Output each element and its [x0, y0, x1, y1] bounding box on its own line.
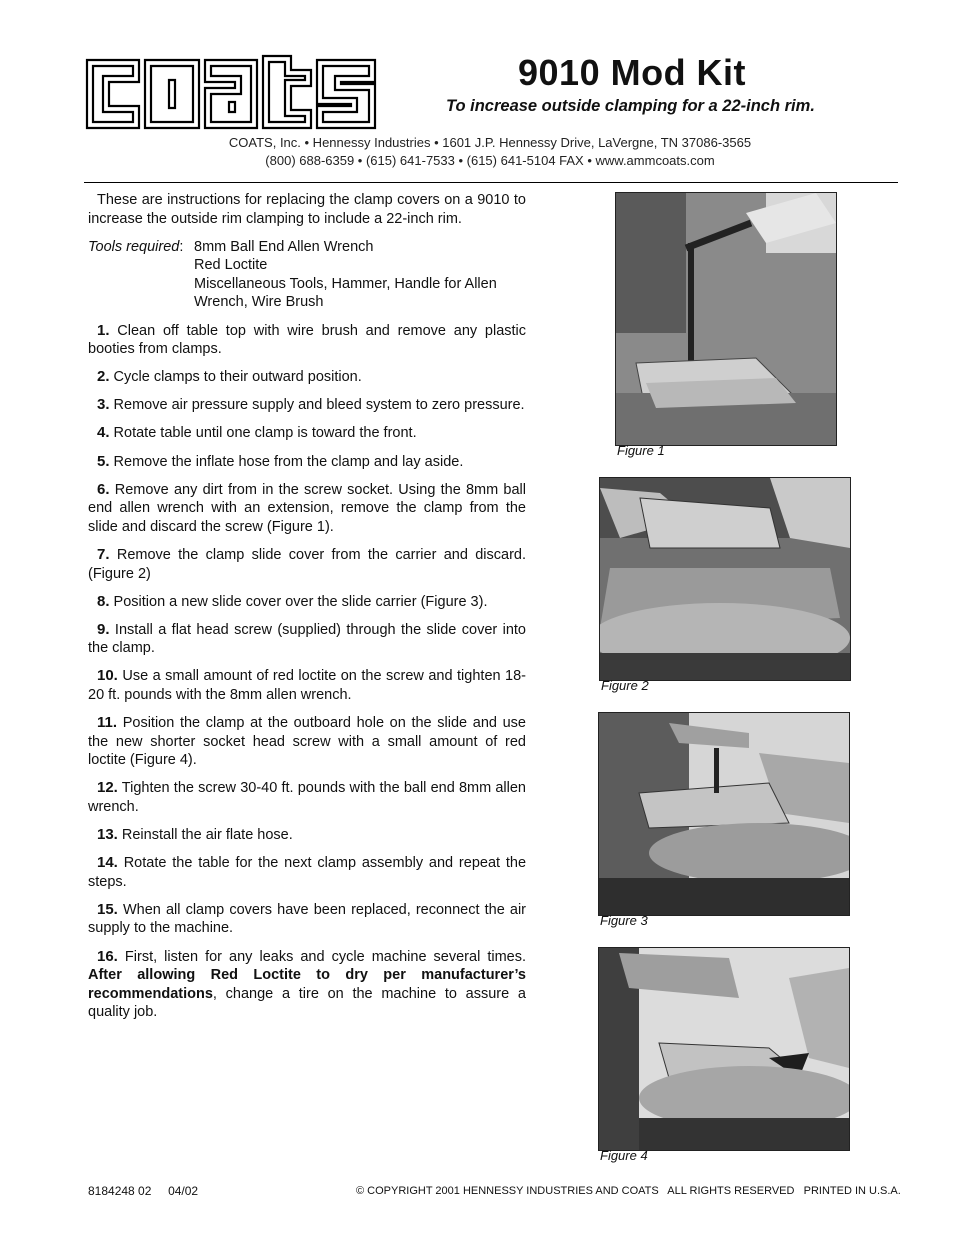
step-7: 7. Remove the clamp slide cover from the carrier and discard. (Figure 2)	[88, 545, 527, 582]
figure-1-photo	[615, 192, 837, 446]
tool-item: 8mm Ball End Allen Wrench	[194, 238, 374, 255]
figure-4-photo	[598, 947, 850, 1151]
figure-4-caption: Figure 4	[600, 1148, 648, 1163]
step-13: 13. Reinstall the air flate hose.	[97, 826, 293, 844]
step-4: 4. Rotate table until one clamp is toward the front.	[97, 424, 417, 442]
document-subtitle: To increase outside clamping for a 22-inch rim.	[446, 97, 815, 115]
tools-list	[194, 238, 526, 312]
step-1: 1. Clean off table top with wire brush and remove any plastic booties from clamps.	[88, 321, 527, 358]
step-11: 11. Position the clamp at the outboard hole on the slide and use the new shorter socket head screw with a small amount of red loctite (Figure 4).	[88, 714, 526, 769]
step-15: 15. When all clamp covers have been replaced, reconnect the air supply to the machine.	[88, 900, 526, 937]
step-9: 9. Install a flat head screw (supplied) through the slide cover into the clamp.	[88, 620, 526, 657]
step-14: 14. Rotate the table for the next clamp assembly and repeat the steps.	[88, 854, 527, 890]
coats-logo	[84, 54, 380, 130]
step-2: 2. Cycle clamps to their outward position.	[97, 368, 362, 386]
instructions-column	[88, 191, 526, 1031]
figure-3-caption: Figure 3	[600, 913, 648, 928]
tools-required	[88, 238, 526, 312]
step-6: 6. Remove any dirt from in the screw socket. Using the 8mm ball end allen wrench with an extension, remove the clamp from the slide and discard the screw (Figure 1).	[88, 480, 527, 535]
company-address: COATS, Inc. • Hennessy Industries • 1601 J.P. Hennessy Drive, LaVergne, TN 37086-3565	[228, 135, 752, 150]
document-title: 9010 Mod Kit	[518, 52, 747, 93]
company-contact: (800) 688-6359 • (615) 641-7533 • (615) 641-5104 FAX • www.ammcoats.com	[265, 153, 715, 168]
figure-2-caption: Figure 2	[601, 678, 649, 693]
step-3: 3. Remove air pressure supply and bleed system to zero pressure.	[97, 396, 525, 414]
tool-item: Miscellaneous Tools, Hammer, Handle for Allen Wrench, Wire Brush	[194, 275, 497, 311]
part-number: 8184248 02 04/02	[88, 1184, 199, 1198]
tool-item: Red Loctite	[194, 257, 268, 274]
figure-2-photo	[599, 477, 851, 681]
step-10: 10. Use a small amount of red loctite on the screw and tighten 18-20 ft. pounds with the 8mm allen wrench.	[88, 667, 527, 703]
figure-1-caption: Figure 1	[617, 443, 665, 458]
step-8: 8. Position a new slide cover over the slide carrier (Figure 3).	[97, 592, 488, 610]
copyright-notice: © COPYRIGHT 2001 HENNESSY INDUSTRIES AND COATS ALL RIGHTS RESERVED PRINTED IN U.S.A.	[356, 1185, 901, 1197]
step-16: 16. First, listen for any leaks and cycle machine several times. After allowing Red Loctite to dry per manufacturer’s recommendations, change a tire on the machine to assure a quality job.	[88, 947, 527, 1021]
figure-3-photo	[598, 712, 850, 916]
tools-label: Tools required:	[88, 238, 184, 255]
step-12: 12. Tighten the screw 30-40 ft. pounds with the ball end 8mm allen wrench.	[88, 779, 526, 815]
step-5: 5. Remove the inflate hose from the clamp and lay aside.	[97, 452, 464, 470]
header-divider	[84, 182, 898, 183]
intro-paragraph: These are instructions for replacing the clamp covers on a 9010 to increase the outside rim clamping to include a 22-inch rim.	[88, 192, 526, 227]
